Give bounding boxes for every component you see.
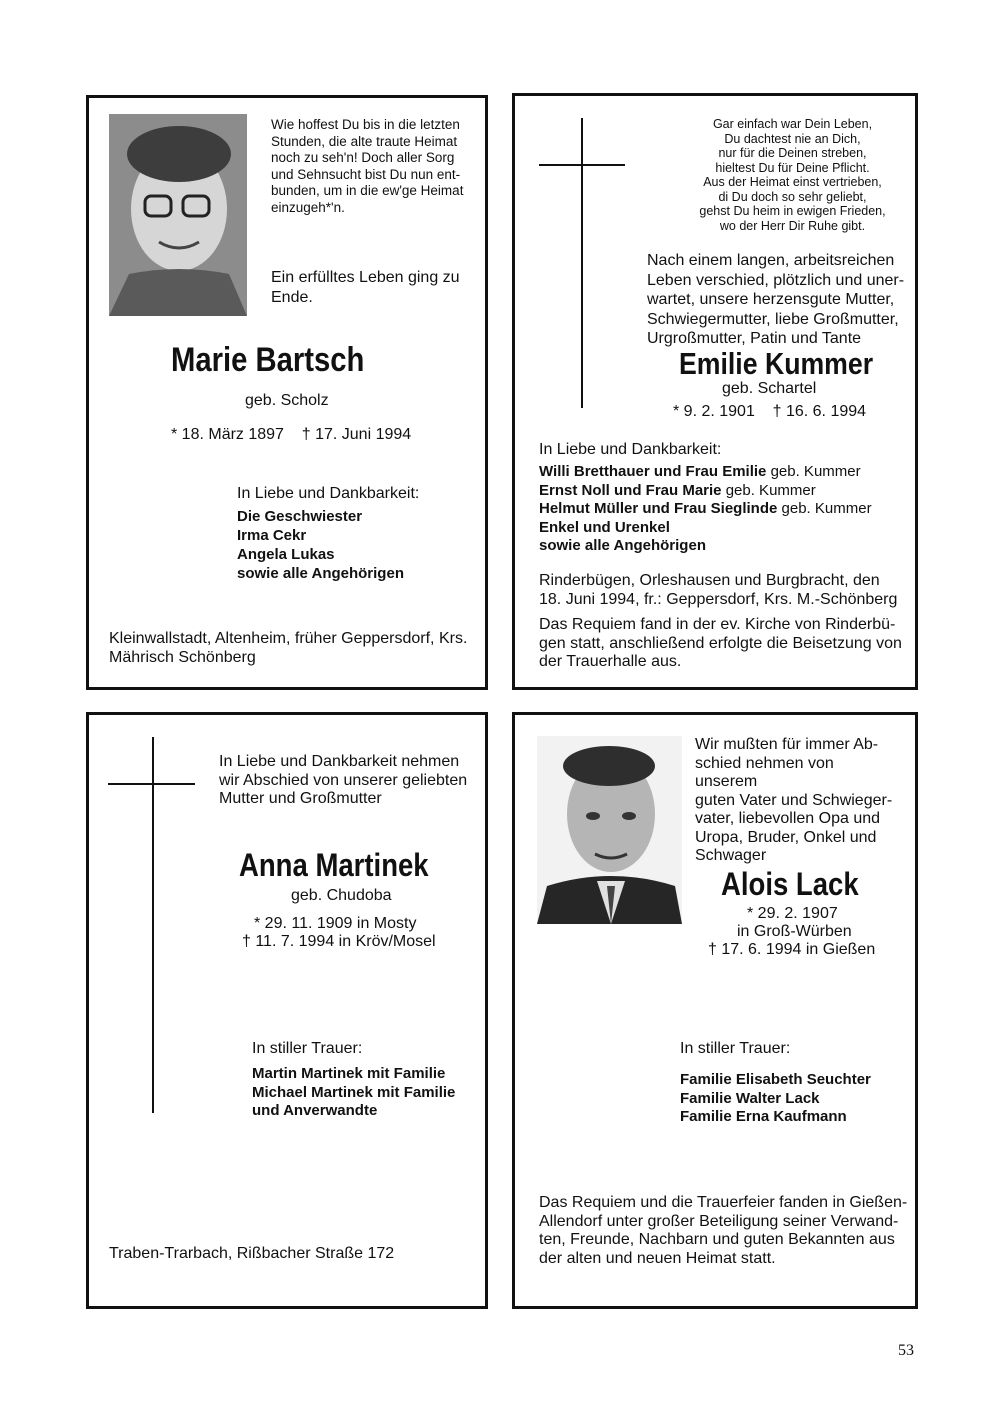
- deceased-name: Emilie Kummer: [679, 346, 874, 381]
- place-text: Kleinwallstadt, Altenheim, früher Geppersdorf, Krs. Mährisch Schönberg: [109, 630, 468, 666]
- deceased-name: Alois Lack: [721, 866, 859, 902]
- birth-date: * 29. 2. 1907: [747, 905, 838, 922]
- place-text: Traben-Trarbach, Rißbacher Straße 172: [109, 1245, 395, 1262]
- mourner: Martin Martinek mit Familie: [252, 1065, 446, 1082]
- poem-text: Wie hoffest Du bis in die letzten Stunden, die alte traute Heimat noch zu seh'n! Doch aller Sorg und Sehnsucht bist Du nun ent- bunden, um in die ew'ge Heimat einzugeh*'n.: [271, 117, 464, 215]
- thanks-heading: In Liebe und Dankbarkeit:: [539, 441, 722, 458]
- thanks-heading: In stiller Trauer:: [680, 1040, 791, 1057]
- thanks-heading: In Liebe und Dankbarkeit:: [237, 485, 420, 502]
- maiden-name: geb. Scholz: [245, 392, 329, 409]
- mourner: Willi Bretthauer und Frau Emilie geb. Kummer: [539, 463, 861, 480]
- death-date: † 17. 6. 1994 in Gießen: [708, 941, 876, 958]
- life-dates: * 9. 2. 1901 † 16. 6. 1994: [673, 403, 867, 420]
- mourner: Enkel und Urenkel: [539, 518, 670, 536]
- mourner: sowie alle Angehörigen: [237, 565, 404, 582]
- death-date: † 11. 7. 1994 in Kröv/Mosel: [242, 933, 436, 950]
- mourner: Familie Walter Lack: [680, 1089, 820, 1107]
- requiem-text: Das Requiem fand in der ev. Kirche von Rinderbü- gen statt, anschließend erfolgte die Beisetzung von der Trauerhalle aus.: [539, 616, 902, 670]
- page-number: 53: [898, 1342, 914, 1359]
- deceased-name: Anna Martinek: [239, 847, 429, 883]
- thanks-heading: In stiller Trauer:: [252, 1040, 363, 1057]
- birth-date: * 29. 11. 1909 in Mosty: [254, 915, 417, 932]
- mourner: Angela Lukas: [237, 546, 335, 563]
- poem-text: Gar einfach war Dein Leben, Du dachtest nie an Dich, nur für die Deinen streben, hieltest Du für Deine Pflicht. Aus der Heimat einst vertrieben, di Du doch so sehr geliebt, gehst Du heim in ewigen Frieden, wo der Herr Dir Ruhe gibt.: [699, 117, 886, 233]
- mourner: Familie Erna Kaufmann: [680, 1108, 847, 1125]
- mourners-list: [680, 1071, 871, 1127]
- obituary-emilie-kummer: [512, 93, 918, 690]
- intro-text: Wir mußten für immer Ab- schied nehmen von unserem guten Vater und Schwieger- vater, liebevollen Opa und Uropa, Bruder, Onkel und Schwager: [695, 736, 893, 864]
- portrait-photo-man: [537, 736, 682, 924]
- place-text: Rinderbügen, Orleshausen und Burgbracht, den 18. Juni 1994, fr.: Geppersdorf, Krs. M.-Schönberg: [539, 572, 898, 608]
- intro-text: Nach einem langen, arbeitsreichen Leben verschied, plötzlich und uner- wartet, unsere herzensgute Mutter, Schwiegermutter, liebe Großmutter, Urgroßmutter, Patin und Tante: [647, 252, 905, 347]
- mourner: Die Geschwiester: [237, 508, 363, 525]
- obituary-marie-bartsch: [86, 95, 488, 690]
- mourner: Familie Elisabeth Seuchter: [680, 1071, 871, 1088]
- obituary-alois-lack: [512, 712, 918, 1309]
- maiden-name: geb. Schartel: [722, 380, 817, 397]
- intro-text: Ein erfülltes Leben ging zu Ende.: [271, 269, 460, 306]
- mourners-list: [252, 1065, 455, 1121]
- mourner: Michael Martinek mit Familie: [252, 1083, 456, 1101]
- mourner: Ernst Noll und Frau Marie geb. Kummer: [539, 481, 816, 499]
- life-dates: * 18. März 1897 † 17. Juni 1994: [171, 426, 412, 443]
- cross-horizontal: [108, 783, 195, 785]
- requiem-text: Das Requiem und die Trauerfeier fanden in Gießen- Allendorf unter großer Beteiligung seiner Verwand- ten, Freunde, Nachbarn und guten Bekannten aus der alten und neuen Heimat statt.: [539, 1194, 908, 1267]
- obituary-anna-martinek: [86, 712, 488, 1309]
- mourner: sowie alle Angehörigen: [539, 537, 706, 554]
- cross-vertical: [581, 118, 583, 408]
- mourners-list: [539, 463, 872, 556]
- intro-text: In Liebe und Dankbarkeit nehmen wir Abschied von unserer geliebten Mutter und Großmutter: [219, 753, 468, 807]
- mourner: und Anverwandte: [252, 1102, 378, 1119]
- mourners-list: [237, 507, 404, 583]
- cross-horizontal: [539, 164, 625, 166]
- mourner: Irma Cekr: [237, 527, 307, 544]
- birth-place: in Groß-Würben: [737, 923, 852, 940]
- maiden-name: geb. Chudoba: [291, 887, 392, 904]
- cross-vertical: [152, 737, 154, 1113]
- mourner: Helmut Müller und Frau Sieglinde geb. Kummer: [539, 500, 872, 517]
- deceased-name: Marie Bartsch: [171, 341, 365, 379]
- portrait-photo-woman: [109, 114, 247, 316]
